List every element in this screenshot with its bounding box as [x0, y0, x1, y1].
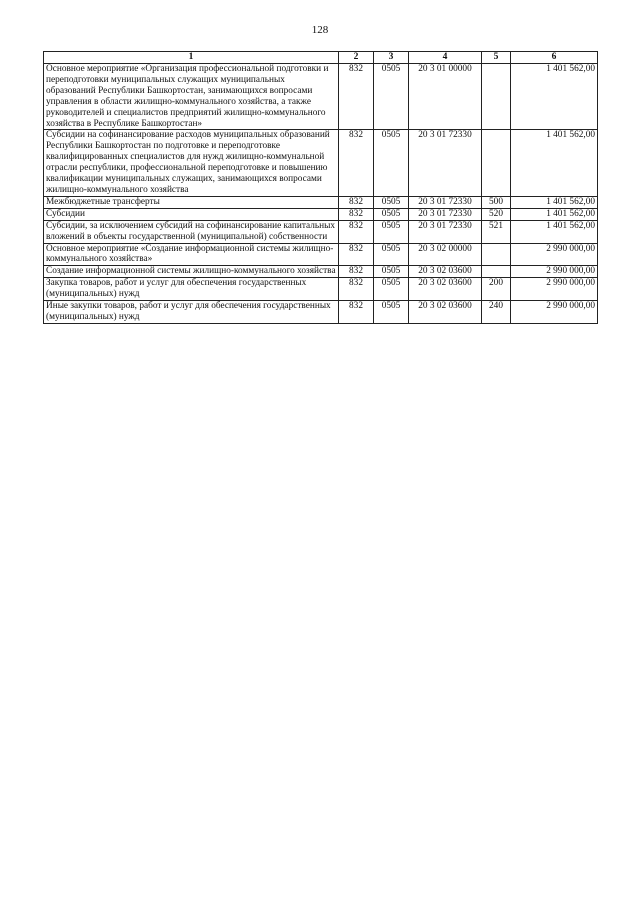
row-amount: 1 401 562,00 [511, 64, 598, 130]
header-col-1: 1 [44, 52, 339, 64]
row-section-code: 0505 [374, 278, 409, 301]
row-ministry-code: 832 [339, 278, 374, 301]
row-name: Субсидии, за исключением субсидий на софинансирование капитальных вложений в объекты государственной (муниципальной) собственности [44, 220, 339, 243]
row-section-code: 0505 [374, 196, 409, 208]
header-col-3: 3 [374, 52, 409, 64]
row-section-code: 0505 [374, 208, 409, 220]
budget-table [43, 51, 598, 324]
row-expense-code [482, 243, 511, 266]
row-section-code: 0505 [374, 64, 409, 130]
row-ministry-code: 832 [339, 220, 374, 243]
row-expense-code: 500 [482, 196, 511, 208]
row-target-code: 20 3 02 03600 [409, 278, 482, 301]
row-name: Создание информационной системы жилищно-коммунального хозяйства [44, 266, 339, 278]
row-target-code: 20 3 02 03600 [409, 301, 482, 324]
row-amount: 1 401 562,00 [511, 196, 598, 208]
row-ministry-code: 832 [339, 196, 374, 208]
row-name: Субсидии [44, 208, 339, 220]
table-row [44, 196, 598, 208]
header-col-5: 5 [482, 52, 511, 64]
row-ministry-code: 832 [339, 266, 374, 278]
row-section-code: 0505 [374, 243, 409, 266]
row-amount: 2 990 000,00 [511, 301, 598, 324]
row-target-code: 20 3 02 00000 [409, 243, 482, 266]
row-ministry-code: 832 [339, 301, 374, 324]
row-name: Субсидии на софинансирование расходов муниципальных образований Республики Башкортостан по подготовке и переподготовке квалифицированных специалистов для нужд жилищно-коммунальной отрасли республики, профессиональной переподготовке и повышению квалификации муниципальных служащих, занимающихся вопросами жилищно-коммунального хозяйства [44, 130, 339, 196]
row-ministry-code: 832 [339, 208, 374, 220]
row-amount: 2 990 000,00 [511, 243, 598, 266]
row-amount: 2 990 000,00 [511, 278, 598, 301]
table-row [44, 266, 598, 278]
row-section-code: 0505 [374, 266, 409, 278]
row-ministry-code: 832 [339, 64, 374, 130]
row-amount: 1 401 562,00 [511, 220, 598, 243]
row-target-code: 20 3 02 03600 [409, 266, 482, 278]
table-row [44, 130, 598, 196]
row-expense-code [482, 266, 511, 278]
row-name: Межбюджетные трансферты [44, 196, 339, 208]
table-row [44, 208, 598, 220]
table-row [44, 243, 598, 266]
row-section-code: 0505 [374, 220, 409, 243]
row-name: Основное мероприятие «Создание информационной системы жилищно-коммунального хозяйства» [44, 243, 339, 266]
row-target-code: 20 3 01 72330 [409, 208, 482, 220]
header-row [44, 52, 598, 64]
row-ministry-code: 832 [339, 130, 374, 196]
header-col-2: 2 [339, 52, 374, 64]
row-expense-code: 240 [482, 301, 511, 324]
row-target-code: 20 3 01 00000 [409, 64, 482, 130]
row-expense-code [482, 130, 511, 196]
row-expense-code [482, 64, 511, 130]
table-row [44, 220, 598, 243]
row-section-code: 0505 [374, 130, 409, 196]
row-expense-code: 200 [482, 278, 511, 301]
row-amount: 1 401 562,00 [511, 208, 598, 220]
row-ministry-code: 832 [339, 243, 374, 266]
row-name: Основное мероприятие «Организация профессиональной подготовки и переподготовки муниципальных служащих муниципальных образований Республики Башкортостан, занимающихся вопросами управления в области жилищно-коммунального хозяйства, а также руководителей и специалистов предприятий жилищно-коммунального хозяйства в Республике Башкортостан» [44, 64, 339, 130]
row-amount: 2 990 000,00 [511, 266, 598, 278]
table-row [44, 64, 598, 130]
row-target-code: 20 3 01 72330 [409, 130, 482, 196]
row-amount: 1 401 562,00 [511, 130, 598, 196]
row-section-code: 0505 [374, 301, 409, 324]
row-name: Иные закупки товаров, работ и услуг для обеспечения государственных (муниципальных) нужд [44, 301, 339, 324]
row-target-code: 20 3 01 72330 [409, 220, 482, 243]
row-target-code: 20 3 01 72330 [409, 196, 482, 208]
header-col-4: 4 [409, 52, 482, 64]
row-expense-code: 521 [482, 220, 511, 243]
row-name: Закупка товаров, работ и услуг для обеспечения государственных (муниципальных) нужд [44, 278, 339, 301]
table-row [44, 278, 598, 301]
header-col-6: 6 [511, 52, 598, 64]
table-row [44, 301, 598, 324]
page-number: 128 [311, 24, 329, 36]
row-expense-code: 520 [482, 208, 511, 220]
